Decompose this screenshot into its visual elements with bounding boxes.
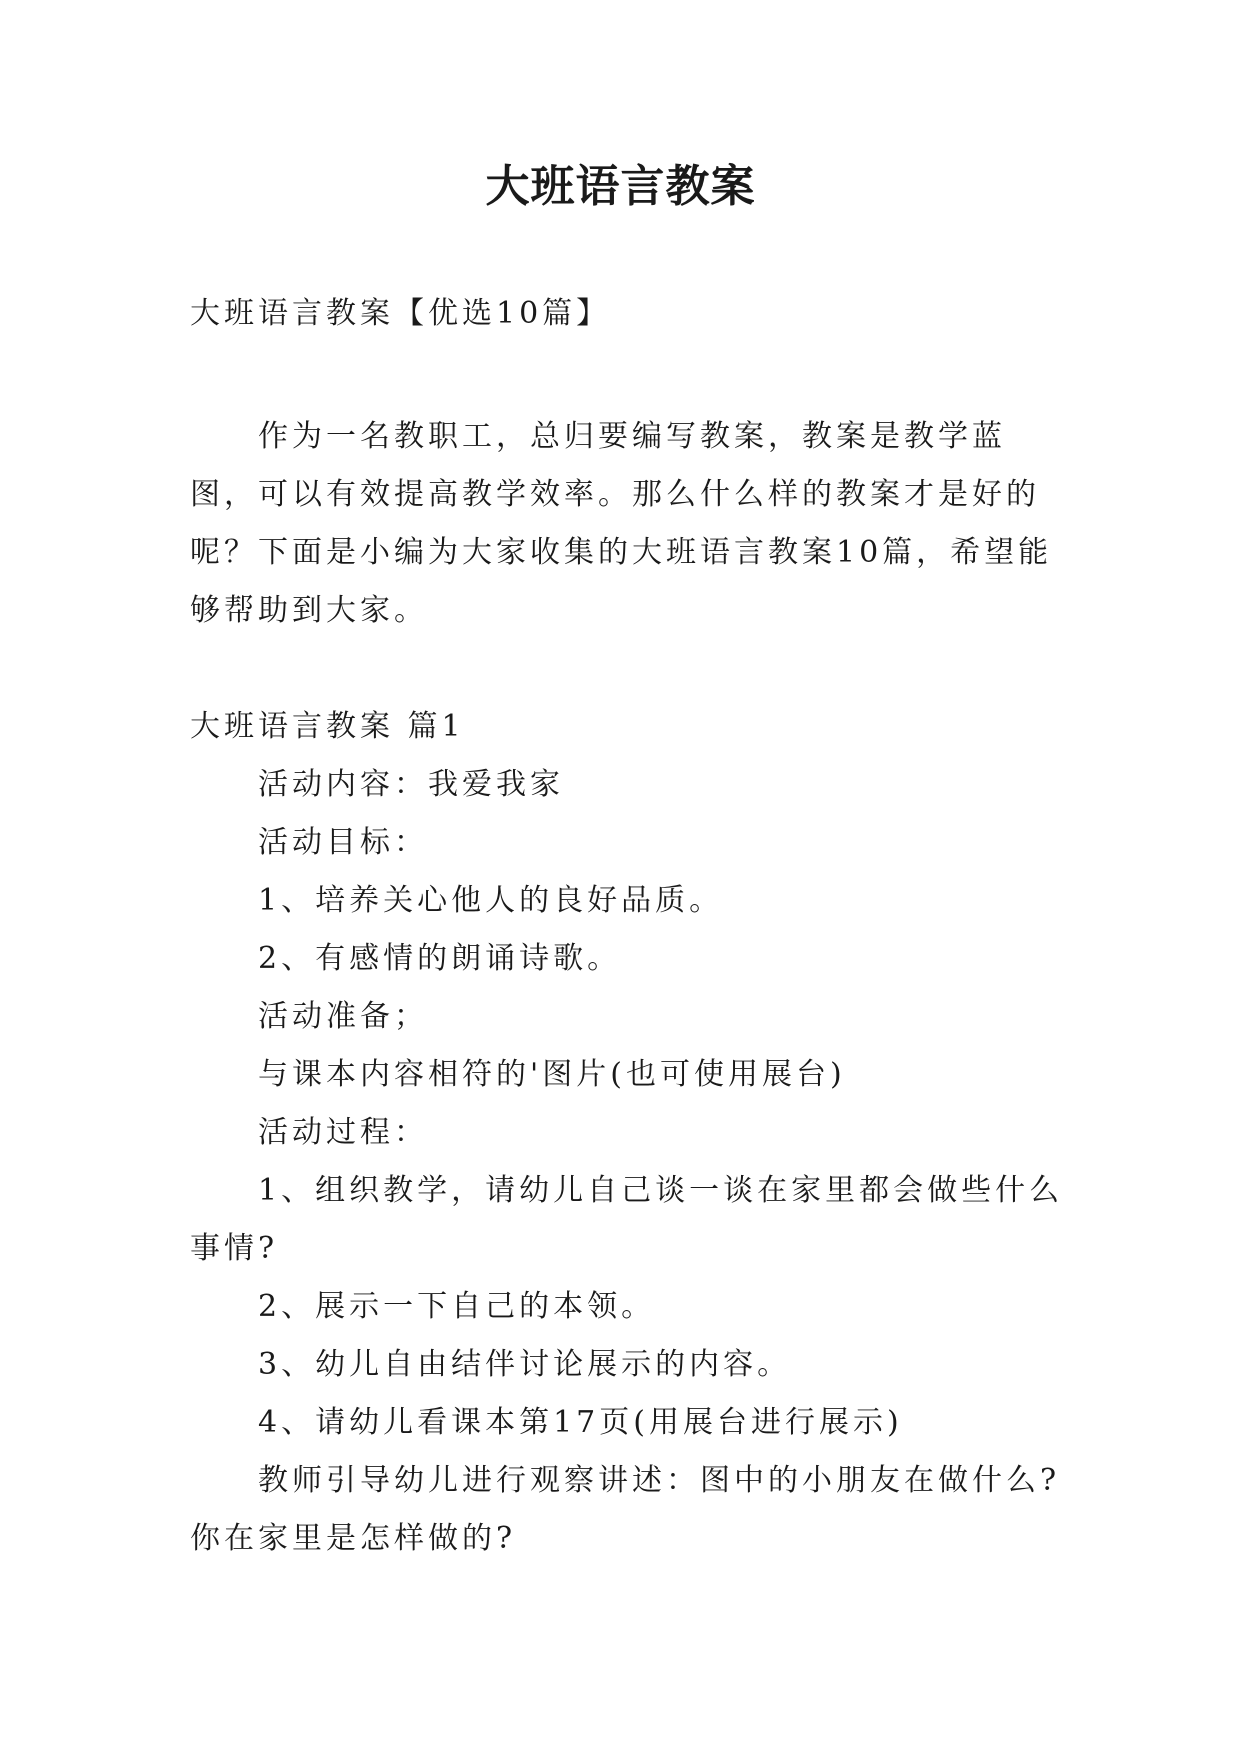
section-heading: 大班语言教案 篇1 bbox=[190, 709, 465, 744]
goal-item: 2、有感情的朗诵诗歌。 bbox=[258, 941, 622, 976]
document-title: 大班语言教案 bbox=[485, 161, 756, 212]
document-subtitle: 大班语言教案【优选10篇】 bbox=[190, 296, 611, 331]
intro-paragraph: 作为一名教职工，总归要编写教案，教案是教学蓝图，可以有效提高教学效率。那么什么样的教案才是好的呢？下面是小编为大家收集的大班语言教案10篇，希望能够帮助到大家。 bbox=[190, 419, 1053, 628]
activity-process-heading: 活动过程： bbox=[258, 1115, 428, 1150]
goal-item: 1、培养关心他人的良好品质。 bbox=[258, 883, 724, 918]
activity-goals-heading: 活动目标： bbox=[258, 825, 428, 860]
activity-preparation-heading: 活动准备； bbox=[258, 999, 428, 1034]
lesson-section-1 bbox=[190, 698, 1070, 1568]
process-step: 4、请幼儿看课本第17页(用展台进行展示) bbox=[258, 1405, 903, 1440]
preparation-item: 与课本内容相符的'图片(也可使用展台) bbox=[258, 1057, 846, 1092]
activity-content-line: 活动内容：我爱我家 bbox=[258, 767, 564, 802]
process-step: 2、展示一下自己的本领。 bbox=[258, 1289, 656, 1324]
process-step: 3、幼儿自由结伴讨论展示的内容。 bbox=[258, 1347, 792, 1382]
teacher-guidance-paragraph: 教师引导幼儿进行观察讲述：图中的小朋友在做什么?你在家里是怎样做的? bbox=[190, 1463, 1061, 1556]
process-step: 1、组织教学，请幼儿自己谈一谈在家里都会做些什么事情? bbox=[190, 1173, 1064, 1266]
